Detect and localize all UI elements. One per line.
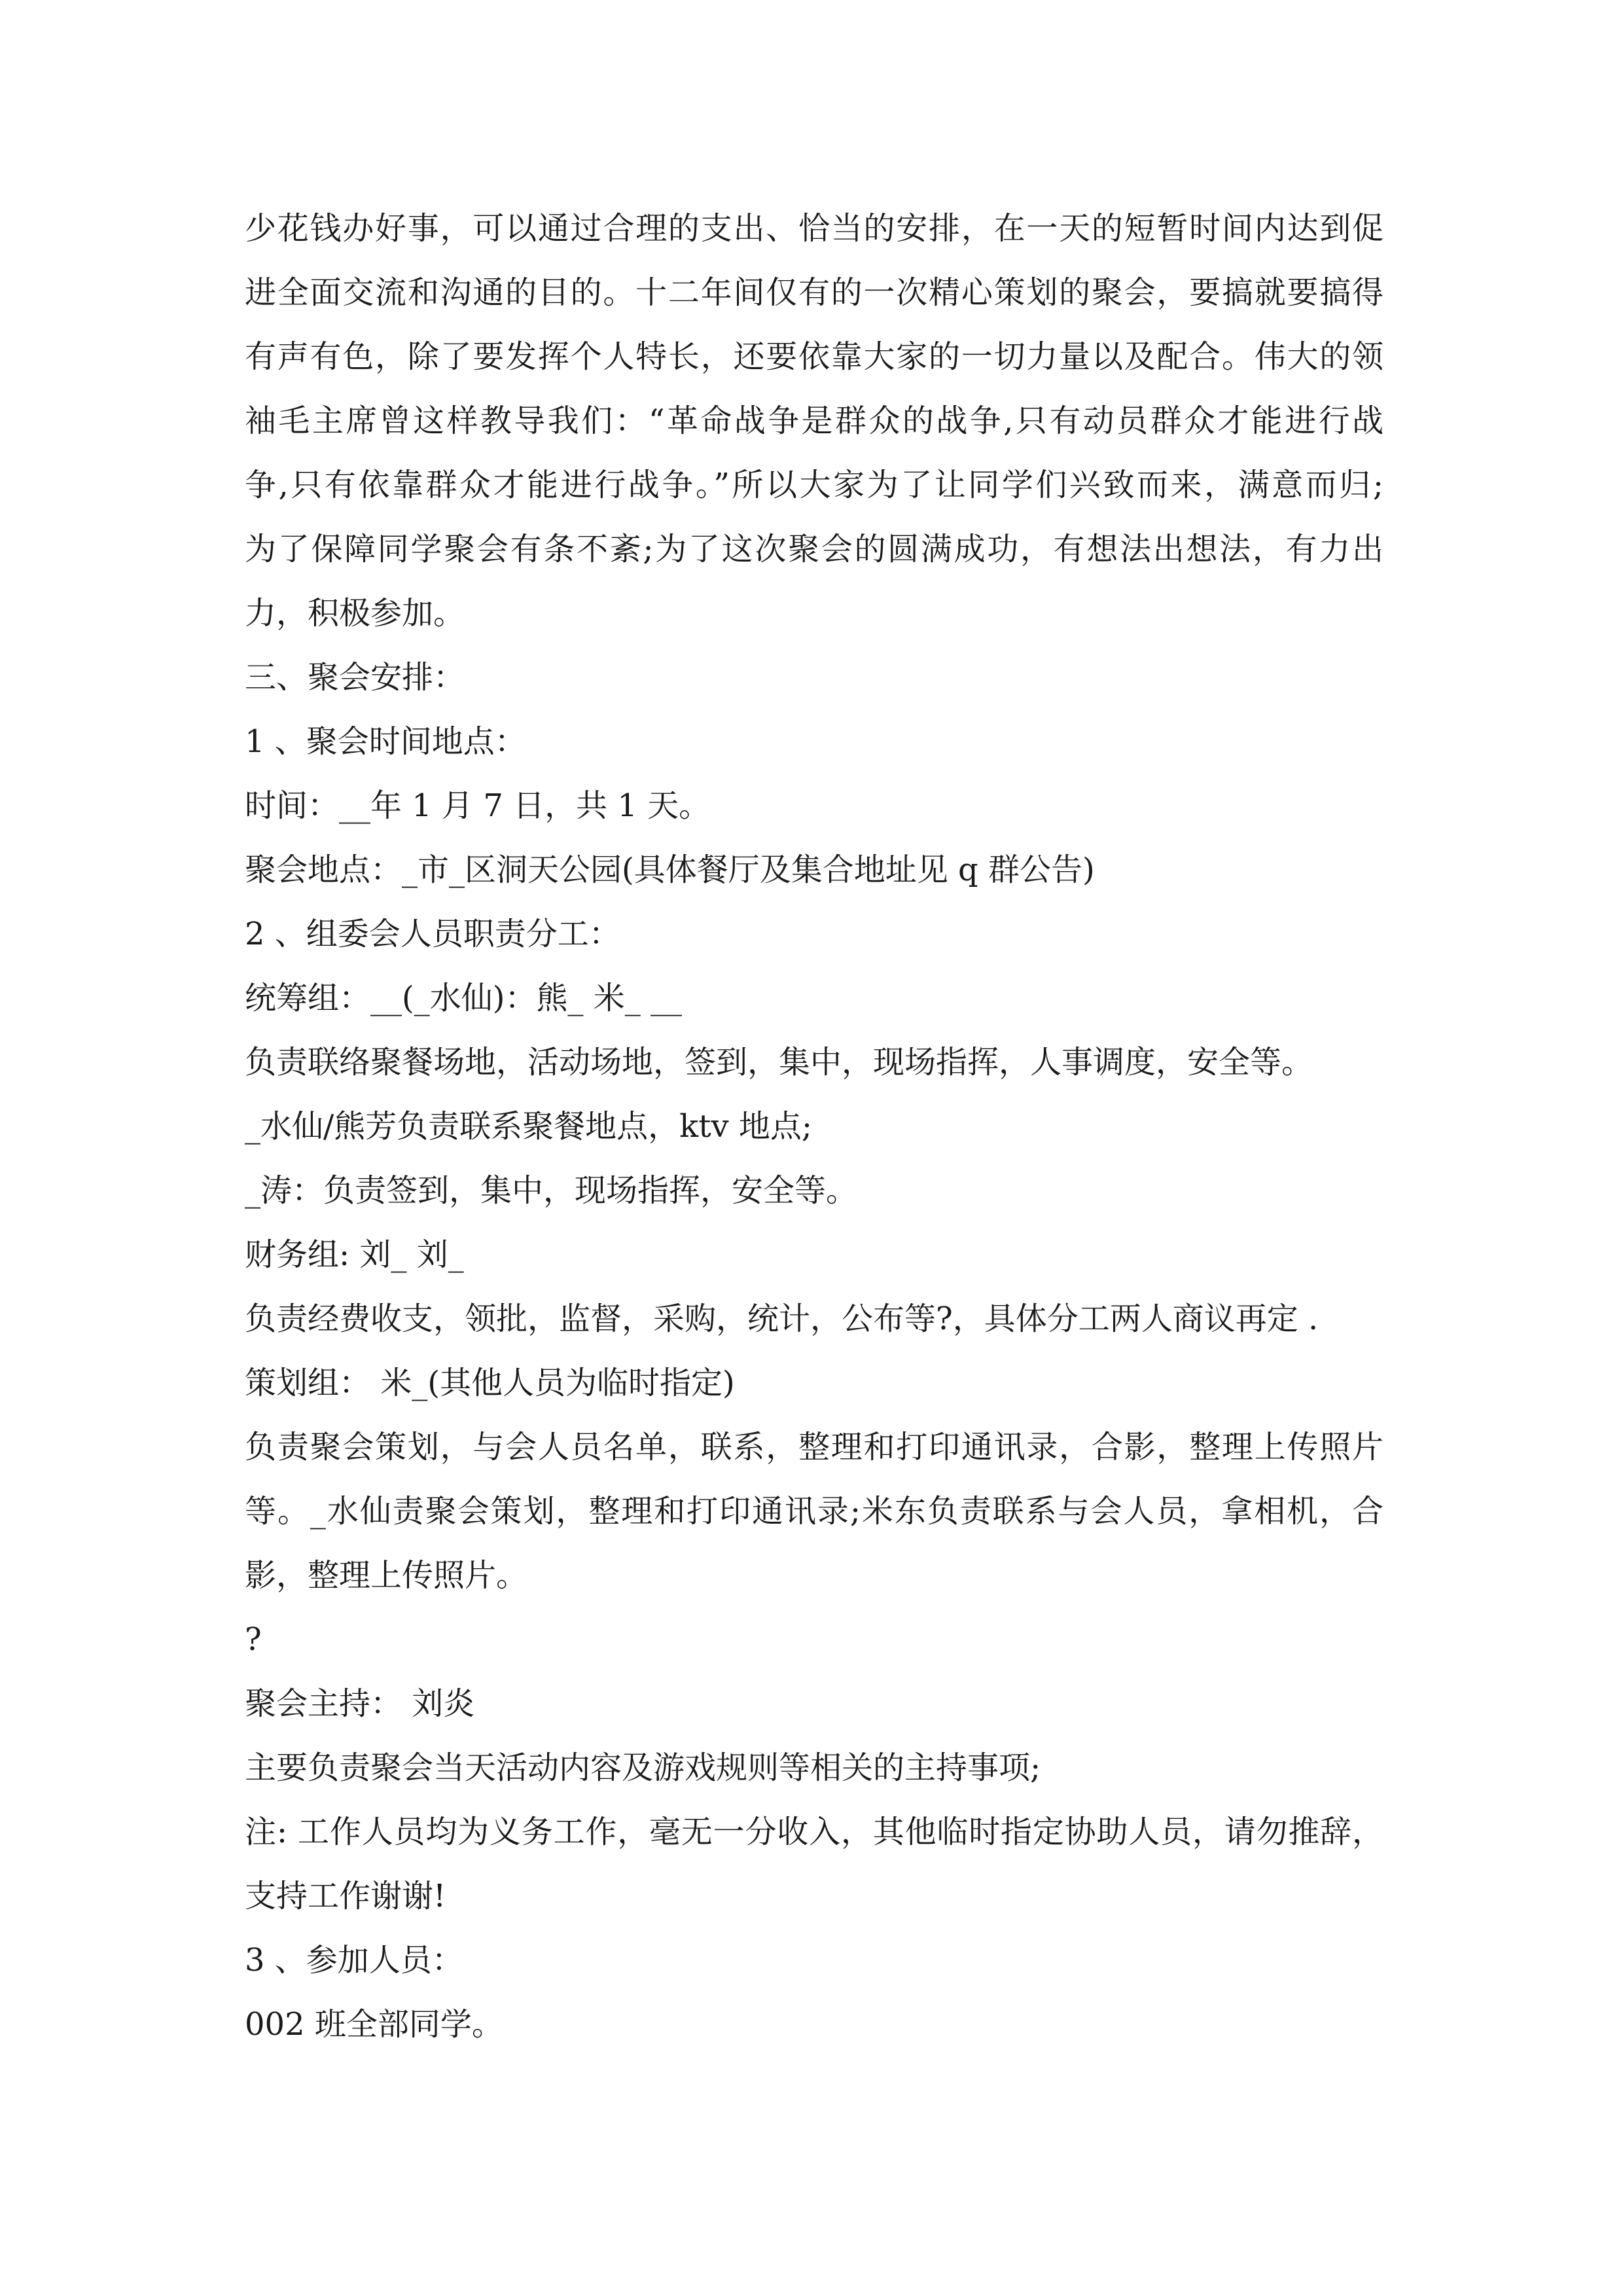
planning-duties: 负责聚会策划，与会人员名单，联系，整理和打印通讯录，合影，整理上传照片 <box>245 1429 1383 1465</box>
meeting-time: 时间：__年 1 月 7 日，共 1 天。 <box>245 787 711 824</box>
section-heading: 三、聚会安排： <box>245 659 465 696</box>
coordination-duties: 负责联络聚餐场地，活动场地，签到，集中，现场指挥，人事调度，安全等。 <box>245 1044 1313 1081</box>
coordination-group: 统筹组：__(_水仙)：熊_ 米_ __ <box>245 980 682 1016</box>
coordination-duty-detail: _水仙/熊芳负责联系聚餐地点，ktv 地点; <box>245 1108 813 1145</box>
paragraph-line: 进全面交流和沟通的目的。十二年间仅有的一次精心策划的聚会，要搞就要搞得 <box>245 274 1383 311</box>
subsection-heading: 2 、组委会人员职责分工： <box>245 916 620 952</box>
meeting-location: 聚会地点：_市_区洞天公园(具体餐厅及集合地址见 q 群公告) <box>245 852 1095 888</box>
paragraph-line: 袖毛主席曾这样教导我们：“革命战争是群众的战争,只有动员群众才能进行战 <box>245 403 1383 439</box>
participants: 002 班全部同学。 <box>245 2006 503 2043</box>
planning-duties: 等。_水仙责聚会策划，整理和打印通讯录;米东负责联系与会人员，拿相机，合 <box>245 1493 1383 1530</box>
host-duties: 主要负责聚会当天活动内容及游戏规则等相关的主持事项; <box>245 1749 1041 1786</box>
finance-group: 财务组: 刘_ 刘_ <box>245 1236 464 1273</box>
finance-duties: 负责经费收支，领批，监督，采购，统计，公布等?，具体分工两人商议再定 . <box>245 1300 1319 1337</box>
note: 注: 工作人员均为义务工作，毫无一分收入，其他临时指定协助人员，请勿推辞， <box>245 1814 1383 1850</box>
paragraph-line: 争,只有依靠群众才能进行战争。”所以大家为了让同学们兴致而来，满意而归; <box>245 467 1383 503</box>
paragraph-line: 少花钱办好事，可以通过合理的支出、恰当的安排，在一天的短暂时间内达到促 <box>245 210 1383 247</box>
stray-mark: ? <box>245 1621 262 1658</box>
paragraph-line: 为了保障同学聚会有条不紊;为了这次聚会的圆满成功，有想法出想法，有力出 <box>245 531 1383 567</box>
planning-group: 策划组： 米_(其他人员为临时指定) <box>245 1365 735 1401</box>
paragraph-line: 力，积极参加。 <box>245 595 465 632</box>
note: 支持工作谢谢! <box>245 1878 446 1914</box>
subsection-heading: 1 、聚会时间地点： <box>245 723 526 760</box>
subsection-heading: 3 、参加人员： <box>245 1942 463 1979</box>
document-body <box>245 196 1383 2056</box>
paragraph-line: 有声有色，除了要发挥个人特长，还要依靠大家的一切力量以及配合。伟大的领 <box>245 338 1383 375</box>
planning-duties: 影，整理上传照片。 <box>245 1557 528 1594</box>
coordination-duty-detail: _涛：负责签到，集中，现场指挥，安全等。 <box>245 1172 858 1209</box>
host: 聚会主持： 刘炎 <box>245 1685 475 1722</box>
